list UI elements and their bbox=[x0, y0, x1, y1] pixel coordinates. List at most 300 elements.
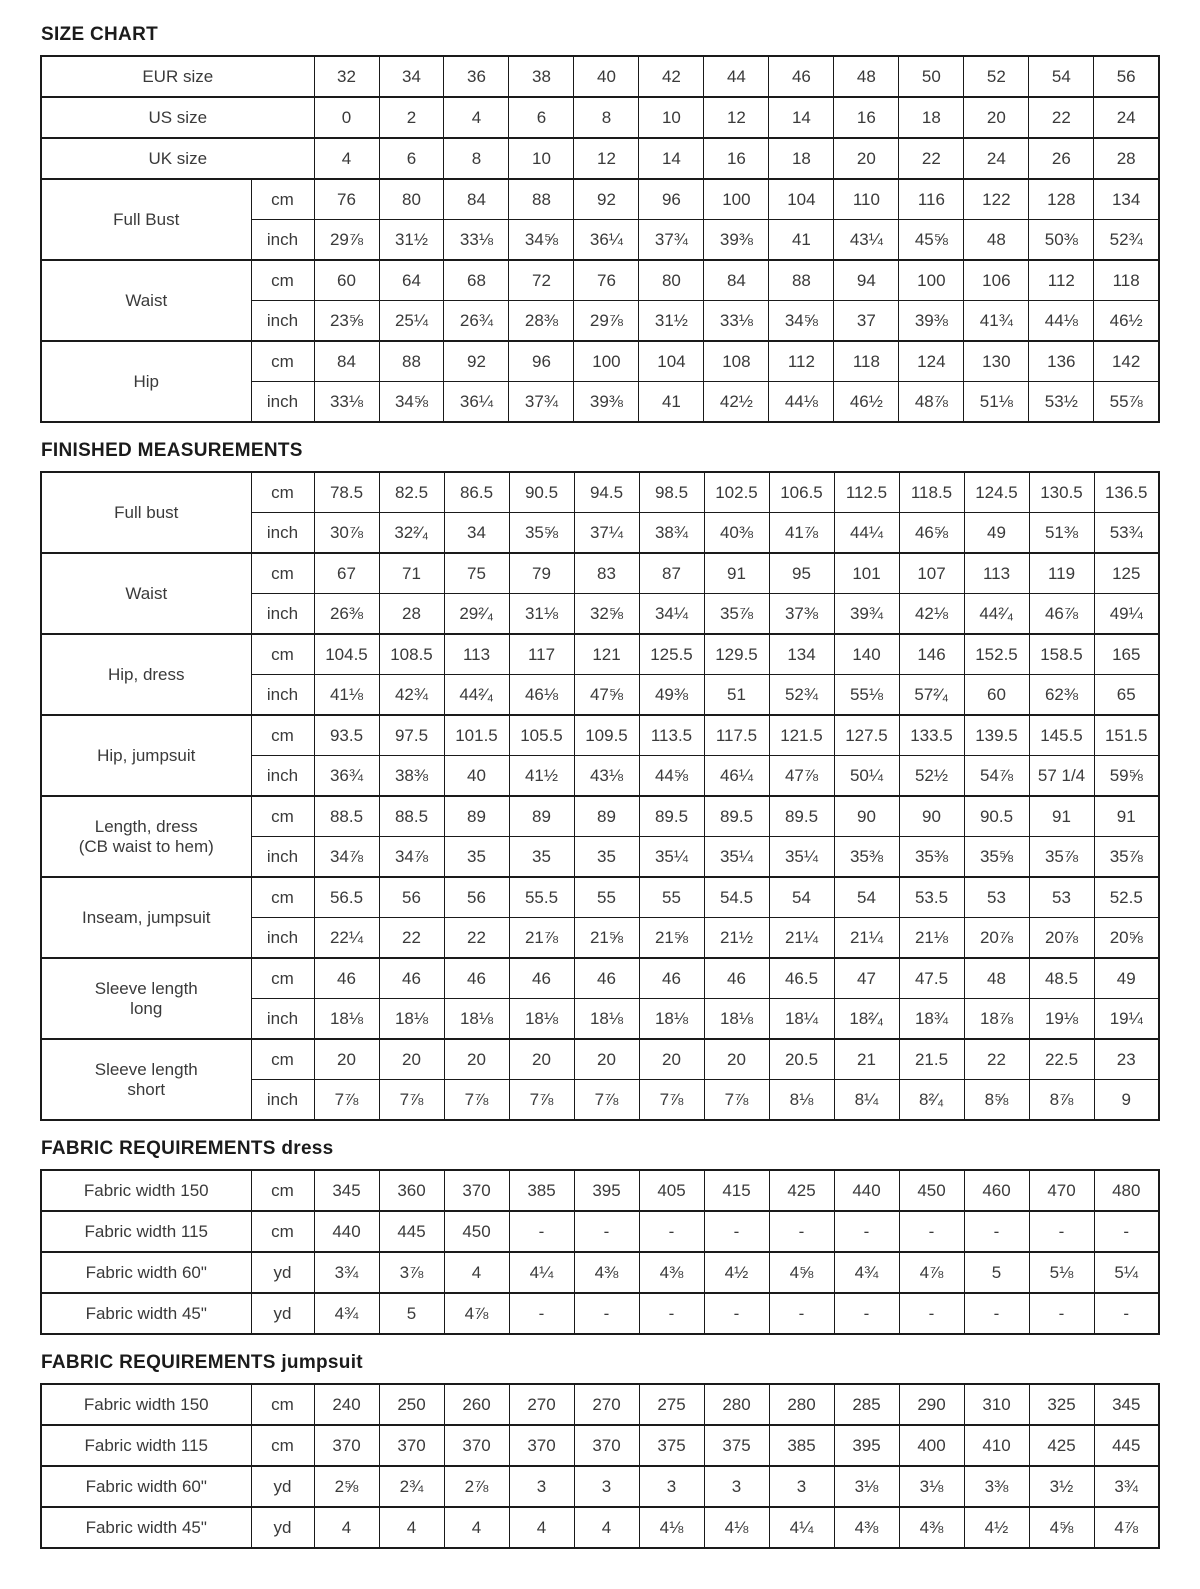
row-label-text: Waist bbox=[125, 583, 168, 603]
value-cell: 23⅝ bbox=[314, 301, 379, 342]
unit-label: cm bbox=[251, 553, 314, 594]
value-cell: - bbox=[899, 1211, 964, 1252]
value-cell: 158.5 bbox=[1029, 634, 1094, 675]
value-cell: 310 bbox=[964, 1384, 1029, 1425]
value-cell: 9 bbox=[1094, 1080, 1159, 1121]
table-row bbox=[41, 179, 1159, 220]
value-cell: 55⅛ bbox=[834, 675, 899, 716]
value-cell: 42 bbox=[639, 56, 704, 97]
value-cell: 10 bbox=[509, 138, 574, 179]
value-cell: 116 bbox=[899, 179, 964, 220]
value-cell: 20 bbox=[444, 1039, 509, 1080]
value-cell: 128 bbox=[1029, 179, 1094, 220]
value-cell: 4⅝ bbox=[769, 1252, 834, 1293]
value-cell: 52¾ bbox=[769, 675, 834, 716]
value-cell: 42½ bbox=[704, 382, 769, 423]
value-cell: 400 bbox=[899, 1425, 964, 1466]
finished-measurements-table bbox=[40, 471, 1160, 1121]
value-cell: 90 bbox=[899, 796, 964, 837]
value-cell: 121 bbox=[574, 634, 639, 675]
value-cell: 109.5 bbox=[574, 715, 639, 756]
value-cell: 84 bbox=[704, 260, 769, 301]
value-cell: 54 bbox=[1029, 56, 1094, 97]
table-row bbox=[41, 1211, 1159, 1252]
table-row bbox=[41, 715, 1159, 756]
value-cell: 94 bbox=[834, 260, 899, 301]
value-cell: 18⅛ bbox=[639, 999, 704, 1040]
value-cell: 56.5 bbox=[314, 877, 379, 918]
value-cell: 44⅛ bbox=[769, 382, 834, 423]
unit-label: inch bbox=[251, 837, 314, 878]
value-cell: 41¾ bbox=[964, 301, 1029, 342]
value-cell: 46½ bbox=[1094, 301, 1159, 342]
value-cell: 20 bbox=[704, 1039, 769, 1080]
value-cell: 50⅜ bbox=[1029, 220, 1094, 261]
value-cell: 124.5 bbox=[964, 472, 1029, 513]
value-cell: 5⅛ bbox=[1029, 1252, 1094, 1293]
value-cell: 21½ bbox=[704, 918, 769, 959]
value-cell: 75 bbox=[444, 553, 509, 594]
value-cell: 3 bbox=[509, 1466, 574, 1507]
value-cell: 47.5 bbox=[899, 958, 964, 999]
row-label-text: US size bbox=[148, 107, 208, 127]
value-cell: 53½ bbox=[1029, 382, 1094, 423]
value-cell: 51 bbox=[704, 675, 769, 716]
row-label bbox=[41, 1170, 251, 1211]
fabric-requirements-dress-table bbox=[40, 1169, 1160, 1335]
value-cell: 20⅝ bbox=[1094, 918, 1159, 959]
value-cell: 56 bbox=[444, 877, 509, 918]
value-cell: 89 bbox=[509, 796, 574, 837]
value-cell: 91 bbox=[704, 553, 769, 594]
table-row bbox=[41, 553, 1159, 594]
value-cell: 4⅛ bbox=[639, 1507, 704, 1548]
value-cell: 49¼ bbox=[1094, 594, 1159, 635]
value-cell: 370 bbox=[444, 1425, 509, 1466]
table-row bbox=[41, 472, 1159, 513]
value-cell: 130.5 bbox=[1029, 472, 1094, 513]
value-cell: 20 bbox=[639, 1039, 704, 1080]
value-cell: 46⅛ bbox=[509, 675, 574, 716]
value-cell: 40⅜ bbox=[704, 513, 769, 554]
value-cell: 84 bbox=[444, 179, 509, 220]
value-cell: 21⅝ bbox=[639, 918, 704, 959]
value-cell: 117 bbox=[509, 634, 574, 675]
value-cell: 4 bbox=[314, 1507, 379, 1548]
row-label bbox=[41, 260, 251, 341]
value-cell: 46 bbox=[704, 958, 769, 999]
value-cell: 48⅞ bbox=[899, 382, 964, 423]
row-label bbox=[41, 1466, 251, 1507]
value-cell: 39⅜ bbox=[899, 301, 964, 342]
value-cell: 8 bbox=[444, 138, 509, 179]
row-label bbox=[41, 97, 314, 138]
table-row bbox=[41, 138, 1159, 179]
value-cell: 3⅛ bbox=[834, 1466, 899, 1507]
value-cell: 51⅜ bbox=[1029, 513, 1094, 554]
table-row bbox=[41, 1425, 1159, 1466]
row-label bbox=[41, 179, 251, 260]
value-cell: - bbox=[964, 1293, 1029, 1334]
value-cell: 55 bbox=[639, 877, 704, 918]
row-label bbox=[41, 1507, 251, 1548]
value-cell: 87 bbox=[639, 553, 704, 594]
value-cell: - bbox=[704, 1211, 769, 1252]
value-cell: 39⅜ bbox=[704, 220, 769, 261]
value-cell: 54 bbox=[834, 877, 899, 918]
value-cell: 450 bbox=[899, 1170, 964, 1211]
value-cell: 12 bbox=[704, 97, 769, 138]
value-cell: 18⅛ bbox=[444, 999, 509, 1040]
value-cell: 44¼ bbox=[834, 513, 899, 554]
row-label bbox=[41, 1293, 251, 1334]
unit-label: yd bbox=[251, 1507, 314, 1548]
row-label bbox=[41, 56, 314, 97]
value-cell: 145.5 bbox=[1029, 715, 1094, 756]
value-cell: 31½ bbox=[639, 301, 704, 342]
row-label-text: Full Bust bbox=[113, 209, 180, 229]
value-cell: 405 bbox=[639, 1170, 704, 1211]
value-cell: 20 bbox=[379, 1039, 444, 1080]
value-cell: 4 bbox=[314, 138, 379, 179]
unit-label: cm bbox=[251, 1039, 314, 1080]
value-cell: 112 bbox=[1029, 260, 1094, 301]
value-cell: 165 bbox=[1094, 634, 1159, 675]
value-cell: - bbox=[769, 1293, 834, 1334]
value-cell: 22 bbox=[964, 1039, 1029, 1080]
value-cell: 127.5 bbox=[834, 715, 899, 756]
value-cell: 86.5 bbox=[444, 472, 509, 513]
value-cell: 89 bbox=[444, 796, 509, 837]
row-label-text: Fabric width 115 bbox=[84, 1221, 208, 1241]
value-cell: 125.5 bbox=[639, 634, 704, 675]
value-cell: 48.5 bbox=[1029, 958, 1094, 999]
value-cell: 125 bbox=[1094, 553, 1159, 594]
value-cell: 57²⁄₄ bbox=[899, 675, 964, 716]
unit-label: cm bbox=[251, 179, 314, 220]
value-cell: 35 bbox=[509, 837, 574, 878]
value-cell: 20⅞ bbox=[1029, 918, 1094, 959]
value-cell: 19¼ bbox=[1094, 999, 1159, 1040]
row-label bbox=[41, 1384, 251, 1425]
value-cell: 410 bbox=[964, 1425, 1029, 1466]
value-cell: 41⅞ bbox=[769, 513, 834, 554]
value-cell: 108.5 bbox=[379, 634, 444, 675]
value-cell: 33⅛ bbox=[314, 382, 379, 423]
value-cell: 22.5 bbox=[1029, 1039, 1094, 1080]
row-label-text: Hip bbox=[133, 371, 159, 391]
value-cell: 83 bbox=[574, 553, 639, 594]
value-cell: 67 bbox=[314, 553, 379, 594]
value-cell: 445 bbox=[379, 1211, 444, 1252]
value-cell: 440 bbox=[314, 1211, 379, 1252]
value-cell: 32⅝ bbox=[574, 594, 639, 635]
value-cell: 88 bbox=[509, 179, 574, 220]
value-cell: 18⅛ bbox=[509, 999, 574, 1040]
value-cell: 30⅞ bbox=[314, 513, 379, 554]
value-cell: 425 bbox=[769, 1170, 834, 1211]
table-row bbox=[41, 1293, 1159, 1334]
value-cell: 21¼ bbox=[834, 918, 899, 959]
value-cell: 52¾ bbox=[1094, 220, 1159, 261]
value-cell: 21⅛ bbox=[899, 918, 964, 959]
value-cell: 415 bbox=[704, 1170, 769, 1211]
value-cell: 56 bbox=[1094, 56, 1159, 97]
value-cell: 22¼ bbox=[314, 918, 379, 959]
value-cell: 18⅞ bbox=[964, 999, 1029, 1040]
unit-label: cm bbox=[251, 1211, 314, 1252]
value-cell: 270 bbox=[509, 1384, 574, 1425]
value-cell: 28 bbox=[1094, 138, 1159, 179]
row-sublabel-text: short bbox=[127, 1079, 166, 1099]
value-cell: 370 bbox=[314, 1425, 379, 1466]
value-cell: 18⅛ bbox=[314, 999, 379, 1040]
value-cell: 46.5 bbox=[769, 958, 834, 999]
value-cell: 32 bbox=[314, 56, 379, 97]
value-cell: 39⅜ bbox=[574, 382, 639, 423]
value-cell: 26⅜ bbox=[314, 594, 379, 635]
value-cell: 2¾ bbox=[379, 1466, 444, 1507]
value-cell: 113 bbox=[444, 634, 509, 675]
value-cell: 370 bbox=[379, 1425, 444, 1466]
fabric-requirements-jumpsuit-table bbox=[40, 1383, 1160, 1549]
value-cell: - bbox=[704, 1293, 769, 1334]
value-cell: 445 bbox=[1094, 1425, 1159, 1466]
table-row bbox=[41, 97, 1159, 138]
value-cell: 34⅝ bbox=[509, 220, 574, 261]
value-cell: 104 bbox=[769, 179, 834, 220]
value-cell: 46¼ bbox=[704, 756, 769, 797]
value-cell: 55 bbox=[574, 877, 639, 918]
value-cell: 37¾ bbox=[639, 220, 704, 261]
value-cell: 52½ bbox=[899, 756, 964, 797]
value-cell: 22 bbox=[444, 918, 509, 959]
value-cell: 124 bbox=[899, 341, 964, 382]
value-cell: 20 bbox=[964, 97, 1029, 138]
value-cell: 53 bbox=[1029, 877, 1094, 918]
row-label-text: Fabric width 45" bbox=[85, 1517, 207, 1537]
value-cell: 4 bbox=[509, 1507, 574, 1548]
value-cell: 100 bbox=[574, 341, 639, 382]
row-label-text: Inseam, jumpsuit bbox=[82, 907, 211, 927]
value-cell: - bbox=[509, 1293, 574, 1334]
value-cell: 7⅞ bbox=[314, 1080, 379, 1121]
row-label bbox=[41, 958, 251, 1039]
value-cell: 285 bbox=[834, 1384, 899, 1425]
value-cell: 134 bbox=[1094, 179, 1159, 220]
value-cell: 22 bbox=[379, 918, 444, 959]
value-cell: 4½ bbox=[964, 1507, 1029, 1548]
value-cell: 90.5 bbox=[509, 472, 574, 513]
value-cell: 101.5 bbox=[444, 715, 509, 756]
value-cell: 37⅜ bbox=[769, 594, 834, 635]
row-label-text: Fabric width 60" bbox=[85, 1476, 207, 1496]
value-cell: 31½ bbox=[379, 220, 444, 261]
table-row bbox=[41, 1039, 1159, 1080]
value-cell: 20 bbox=[314, 1039, 379, 1080]
table-row bbox=[41, 877, 1159, 918]
value-cell: 21.5 bbox=[899, 1039, 964, 1080]
value-cell: - bbox=[899, 1293, 964, 1334]
value-cell: 118 bbox=[834, 341, 899, 382]
row-label bbox=[41, 1252, 251, 1293]
value-cell: 18¼ bbox=[769, 999, 834, 1040]
value-cell: 122 bbox=[964, 179, 1029, 220]
value-cell: 4⅞ bbox=[1094, 1507, 1159, 1548]
value-cell: 18⅛ bbox=[574, 999, 639, 1040]
value-cell: 4 bbox=[444, 1252, 509, 1293]
value-cell: 395 bbox=[834, 1425, 899, 1466]
value-cell: - bbox=[639, 1211, 704, 1252]
value-cell: 133.5 bbox=[899, 715, 964, 756]
value-cell: 47⅝ bbox=[574, 675, 639, 716]
value-cell: 110 bbox=[834, 179, 899, 220]
unit-label: cm bbox=[251, 1384, 314, 1425]
value-cell: 14 bbox=[769, 97, 834, 138]
value-cell: 39¾ bbox=[834, 594, 899, 635]
row-label bbox=[41, 138, 314, 179]
value-cell: 43¼ bbox=[834, 220, 899, 261]
value-cell: 92 bbox=[574, 179, 639, 220]
value-cell: 55.5 bbox=[509, 877, 574, 918]
value-cell: - bbox=[1094, 1293, 1159, 1334]
value-cell: 68 bbox=[444, 260, 509, 301]
value-cell: 76 bbox=[314, 179, 379, 220]
value-cell: 35⅜ bbox=[834, 837, 899, 878]
value-cell: 46 bbox=[574, 958, 639, 999]
value-cell: 35¼ bbox=[704, 837, 769, 878]
value-cell: 395 bbox=[574, 1170, 639, 1211]
value-cell: - bbox=[834, 1211, 899, 1252]
value-cell: 88 bbox=[769, 260, 834, 301]
value-cell: 46⅞ bbox=[1029, 594, 1094, 635]
value-cell: 270 bbox=[574, 1384, 639, 1425]
value-cell: 55⅞ bbox=[1094, 382, 1159, 423]
unit-label: inch bbox=[251, 756, 314, 797]
value-cell: 34⅝ bbox=[769, 301, 834, 342]
value-cell: 112 bbox=[769, 341, 834, 382]
value-cell: 18⅛ bbox=[704, 999, 769, 1040]
value-cell: 52.5 bbox=[1094, 877, 1159, 918]
value-cell: - bbox=[964, 1211, 1029, 1252]
table-row bbox=[41, 958, 1159, 999]
row-label-text: Hip, jumpsuit bbox=[97, 745, 196, 765]
unit-label: inch bbox=[251, 513, 314, 554]
table-row bbox=[41, 1170, 1159, 1211]
value-cell: 119 bbox=[1029, 553, 1094, 594]
value-cell: 139.5 bbox=[964, 715, 1029, 756]
value-cell: 4⅛ bbox=[704, 1507, 769, 1548]
value-cell: - bbox=[574, 1293, 639, 1334]
value-cell: 34⅞ bbox=[379, 837, 444, 878]
value-cell: 470 bbox=[1029, 1170, 1094, 1211]
value-cell: 54.5 bbox=[704, 877, 769, 918]
value-cell: 38¾ bbox=[639, 513, 704, 554]
value-cell: 345 bbox=[1094, 1384, 1159, 1425]
value-cell: - bbox=[769, 1211, 834, 1252]
value-cell: 46 bbox=[379, 958, 444, 999]
value-cell: 36¼ bbox=[444, 382, 509, 423]
unit-label: inch bbox=[251, 675, 314, 716]
value-cell: 4¾ bbox=[834, 1252, 899, 1293]
value-cell: 26¾ bbox=[444, 301, 509, 342]
row-label-text: Fabric width 150 bbox=[83, 1394, 209, 1414]
value-cell: 53¾ bbox=[1094, 513, 1159, 554]
value-cell: 80 bbox=[639, 260, 704, 301]
value-cell: 113.5 bbox=[639, 715, 704, 756]
value-cell: 47⅞ bbox=[769, 756, 834, 797]
value-cell: 79 bbox=[509, 553, 574, 594]
value-cell: 102.5 bbox=[704, 472, 769, 513]
value-cell: 325 bbox=[1029, 1384, 1094, 1425]
value-cell: 107 bbox=[899, 553, 964, 594]
value-cell: 134 bbox=[769, 634, 834, 675]
value-cell: 35⅝ bbox=[509, 513, 574, 554]
value-cell: 25¼ bbox=[379, 301, 444, 342]
value-cell: 35⅞ bbox=[1029, 837, 1094, 878]
value-cell: 7⅞ bbox=[509, 1080, 574, 1121]
value-cell: 8²⁄₄ bbox=[899, 1080, 964, 1121]
value-cell: 3⅛ bbox=[899, 1466, 964, 1507]
value-cell: 7⅞ bbox=[379, 1080, 444, 1121]
value-cell: 29⅞ bbox=[574, 301, 639, 342]
value-cell: 104 bbox=[639, 341, 704, 382]
value-cell: 28⅜ bbox=[509, 301, 574, 342]
value-cell: 129.5 bbox=[704, 634, 769, 675]
value-cell: 105.5 bbox=[509, 715, 574, 756]
value-cell: 425 bbox=[1029, 1425, 1094, 1466]
row-label-text: Hip, dress bbox=[107, 664, 185, 684]
value-cell: 18 bbox=[899, 97, 964, 138]
value-cell: 94.5 bbox=[574, 472, 639, 513]
value-cell: 41½ bbox=[509, 756, 574, 797]
value-cell: 82.5 bbox=[379, 472, 444, 513]
value-cell: 3¾ bbox=[314, 1252, 379, 1293]
value-cell: 71 bbox=[379, 553, 444, 594]
table-row bbox=[41, 260, 1159, 301]
unit-label: cm bbox=[251, 796, 314, 837]
value-cell: 34⅞ bbox=[314, 837, 379, 878]
value-cell: 24 bbox=[1094, 97, 1159, 138]
value-cell: - bbox=[509, 1211, 574, 1252]
value-cell: 106 bbox=[964, 260, 1029, 301]
value-cell: 32²⁄₄ bbox=[379, 513, 444, 554]
value-cell: 57 1/4 bbox=[1029, 756, 1094, 797]
value-cell: 21 bbox=[834, 1039, 899, 1080]
row-label bbox=[41, 341, 251, 422]
value-cell: 65 bbox=[1094, 675, 1159, 716]
value-cell: 97.5 bbox=[379, 715, 444, 756]
row-label-text: Length, dress bbox=[94, 816, 198, 836]
value-cell: 26 bbox=[1029, 138, 1094, 179]
row-label-text: Fabric width 115 bbox=[84, 1435, 208, 1455]
value-cell: 113 bbox=[964, 553, 1029, 594]
value-cell: 41 bbox=[639, 382, 704, 423]
value-cell: 3¾ bbox=[1094, 1466, 1159, 1507]
unit-label: cm bbox=[251, 634, 314, 675]
value-cell: 4⅝ bbox=[1029, 1507, 1094, 1548]
value-cell: 33⅛ bbox=[704, 301, 769, 342]
table-row bbox=[41, 1507, 1159, 1548]
value-cell: 370 bbox=[444, 1170, 509, 1211]
row-label bbox=[41, 796, 251, 877]
row-label-text: Sleeve length bbox=[94, 978, 198, 998]
value-cell: 20 bbox=[509, 1039, 574, 1080]
value-cell: 33⅛ bbox=[444, 220, 509, 261]
value-cell: 117.5 bbox=[704, 715, 769, 756]
value-cell: 480 bbox=[1094, 1170, 1159, 1211]
value-cell: 12 bbox=[574, 138, 639, 179]
